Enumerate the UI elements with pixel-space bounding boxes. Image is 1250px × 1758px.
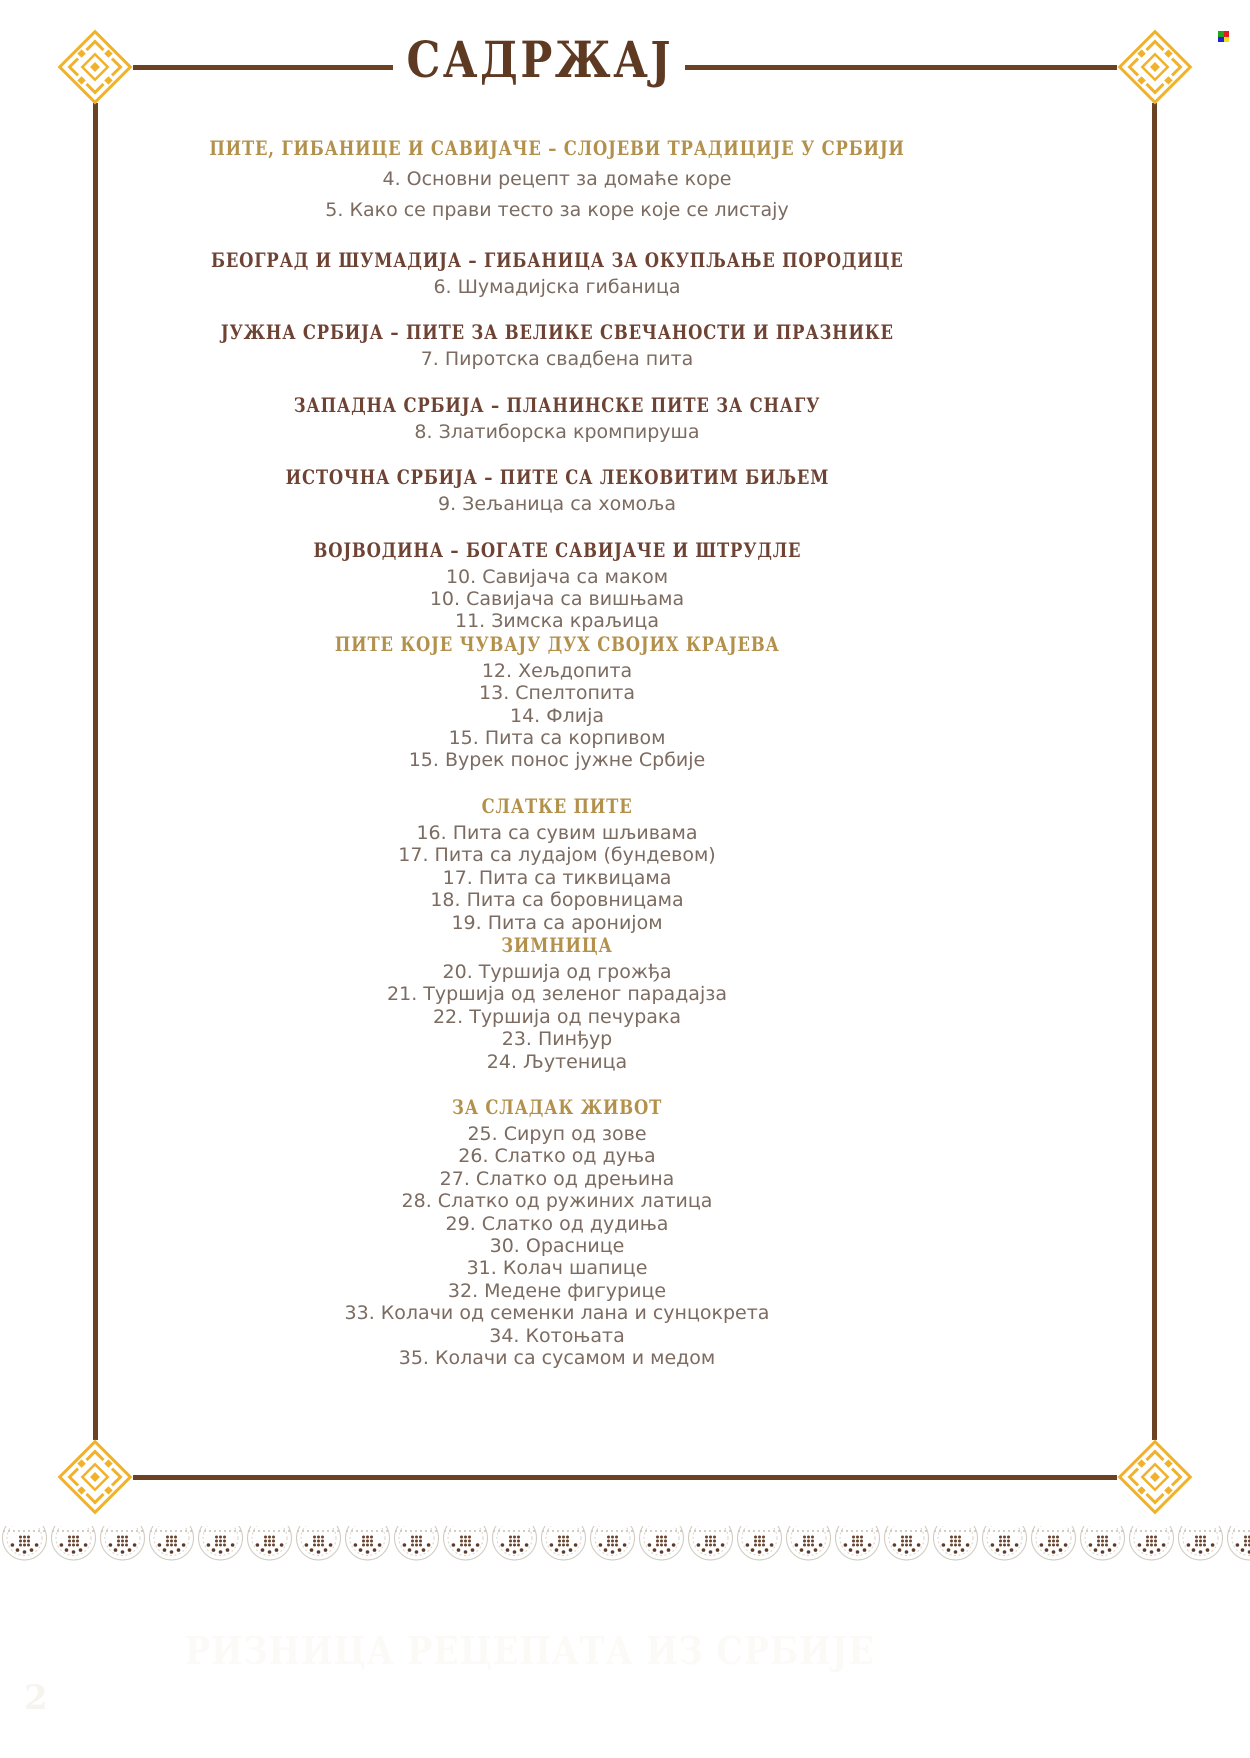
toc-section-heading [0, 631, 1114, 657]
page-title [0, 30, 1080, 89]
frame-right-line [1152, 103, 1157, 1440]
toc-section-heading [0, 464, 1114, 490]
toc-entry: 21. Туршија од зеленог парадајза [387, 983, 727, 1006]
toc-section [0, 247, 1114, 298]
toc-section-heading [0, 932, 1114, 958]
toc-entry: 32. Медене фигурице [447, 1279, 667, 1302]
toc-entry: 17. Пита са тиквицама [442, 866, 672, 889]
toc-section [0, 631, 1114, 772]
toc-entry: 4. Основни рецепт за домаће коре [382, 168, 732, 190]
toc-section-heading [0, 247, 1114, 273]
toc-section [0, 1094, 1114, 1369]
toc-entry: 16. Пита са сувим шљивама [416, 821, 698, 844]
page-title-text: САДРЖАЈ [406, 30, 674, 89]
toc-entry: 35. Колачи са сусамом и медом [398, 1347, 716, 1369]
page-number: 2 [24, 1678, 48, 1718]
toc-section-heading-text: ЈУЖНА СРБИЈА – ПИТЕ ЗА ВЕЛИКЕ СВЕЧАНОСТИ И ПРАЗНИКЕ [220, 320, 894, 345]
toc-entry: 13. Спелтопита [479, 682, 635, 705]
toc-section-heading-text: ИСТОЧНА СРБИЈА – ПИТЕ СА ЛЕКОВИТИМ БИЉЕМ [285, 465, 829, 490]
toc-entry: 17. Пита са лудајом (бундевом) [398, 844, 716, 867]
toc-section-heading [0, 793, 1114, 819]
toc-section [0, 537, 1114, 633]
color-grid-icon [1218, 31, 1229, 42]
toc-entry: 24. Љутеница [486, 1050, 628, 1073]
toc-entry: 7. Пиротска свадбена пита [420, 348, 694, 371]
toc-section-heading [0, 537, 1114, 563]
toc-section [0, 135, 1114, 226]
toc-entry: 12. Хељдопита [481, 659, 633, 682]
toc-section-heading [0, 135, 1114, 161]
doily-ornament-icon [81, 1607, 181, 1707]
toc-entry: 15. Пита са корпивом [448, 727, 666, 750]
toc-entry: 6. Шумадијска гибаница [433, 276, 681, 298]
toc-entry: 8. Златиборска кромпируша [414, 420, 700, 443]
toc-section-heading-text: БЕОГРАД И ШУМАДИЈА – ГИБАНИЦА ЗА ОКУПЉАЊЕ ПОРОДИЦЕ [210, 248, 904, 272]
toc-entry: 23. Пинђур [501, 1028, 613, 1051]
toc-entry: 14. Флија [509, 704, 605, 727]
toc-entry: 15. Вурек понос јужне Србије [408, 749, 706, 772]
corner-ornament-top-right-icon [1115, 27, 1195, 107]
footer-title [185, 1628, 969, 1673]
toc-section [0, 793, 1114, 934]
toc-section-heading [0, 1094, 1114, 1120]
toc-entry: 29. Слатко од дудиња [445, 1212, 669, 1235]
toc-entry: 9. Зељаница са хомоља [438, 493, 676, 516]
toc-entry: 27. Слатко од дрењина [439, 1167, 675, 1190]
table-of-contents [0, 135, 1114, 1369]
toc-entry: 34. Котоњата [489, 1324, 625, 1347]
color-grid-yellow [1224, 37, 1230, 43]
toc-entry: 26. Слатко од дуња [458, 1145, 656, 1168]
toc-entry: 25. Сируп од зове [467, 1122, 647, 1145]
toc-entry: 18. Пита са боровницама [430, 889, 684, 912]
toc-section-heading [0, 392, 1114, 418]
toc-entry: 11. Зимска краљица [455, 610, 659, 633]
toc-entry: 10. Савијача са маком [445, 565, 669, 588]
toc-entry: 5. Како се прави тесто за коре које се листају [325, 199, 789, 221]
toc-section-heading-text: ПИТЕ КОЈЕ ЧУВАЈУ ДУХ СВОЈИХ КРАЈЕВА [334, 631, 780, 656]
toc-section [0, 464, 1114, 515]
toc-entry: 31. Колач шапице [466, 1257, 648, 1280]
corner-ornament-bottom-right-icon [1115, 1437, 1195, 1517]
toc-section [0, 932, 1114, 1073]
toc-section-heading-text: ПИТЕ, ГИБАНИЦЕ И САВИЈАЧЕ – СЛОЈЕВИ ТРАДИЦИЈЕ У СРБИЈИ [209, 136, 905, 160]
footer-title-text: РИЗНИЦА РЕЦЕПАТА ИЗ СРБИЈЕ [185, 1628, 875, 1673]
toc-entry: 22. Туршија од печурака [432, 1005, 682, 1028]
toc-entry: 19. Пита са аронијом [451, 911, 663, 934]
lace-border-icon [0, 1526, 1250, 1572]
toc-section-heading-text: СЛАТКЕ ПИТЕ [481, 793, 633, 818]
toc-section-heading-text: ЗИМНИЦА [501, 932, 613, 957]
frame-bottom-line [133, 1475, 1117, 1480]
toc-section [0, 392, 1114, 443]
toc-section-heading-text: ЗА СЛАДАК ЖИВОТ [451, 1094, 663, 1119]
toc-section [0, 319, 1114, 370]
toc-entry: 20. Туршија од грожђа [442, 960, 672, 983]
toc-entry: 28. Слатко од ружиних латица [401, 1190, 713, 1213]
toc-section-heading-text: ВОЈВОДИНА – БОГАТЕ САВИЈАЧЕ И ШТРУДЛЕ [313, 537, 801, 562]
toc-entry: 10. Савијача са вишњама [429, 588, 685, 611]
corner-ornament-bottom-left-icon [55, 1437, 135, 1517]
toc-section-heading-text: ЗАПАДНА СРБИЈА – ПЛАНИНСКЕ ПИТЕ ЗА СНАГУ [293, 392, 821, 417]
toc-entry: 33. Колачи од семенки лана и сунцокрета [344, 1302, 770, 1325]
toc-entry: 30. Ораснице [489, 1234, 625, 1257]
toc-section-heading [0, 319, 1114, 345]
